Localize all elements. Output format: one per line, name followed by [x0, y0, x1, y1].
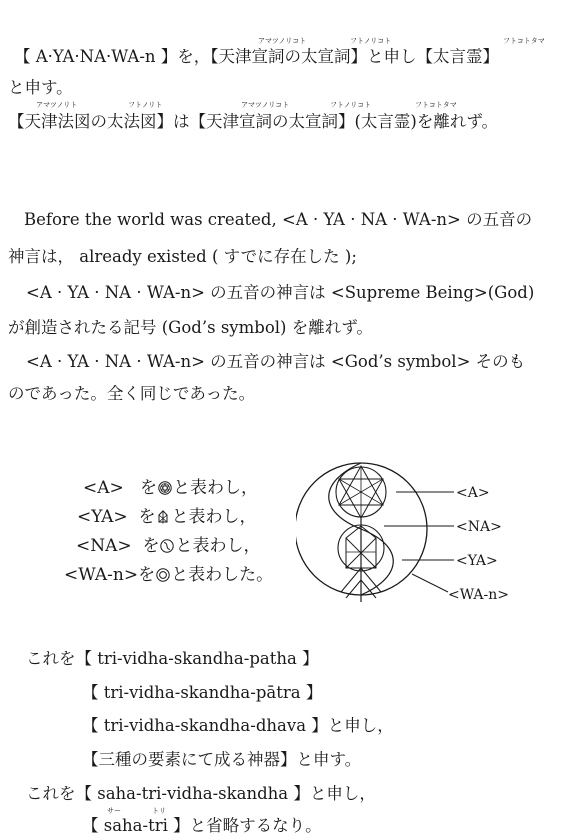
a-symbol-icon [158, 481, 172, 495]
legend-a-label: <A> [83, 478, 124, 498]
para3-line4: 【三種の要素にて成る神器】と申す。 [82, 750, 362, 769]
legend-a-pre: を [139, 478, 157, 498]
legend-ya-post: と表わし， [171, 507, 257, 527]
ruby-futokototama: フトコトタマ [503, 37, 545, 45]
ruby-futokototama-2: フトコトタマ [415, 101, 457, 109]
ruby-futo-norikoto: フトノリコト [350, 37, 392, 45]
diagram-label-na: <NA> [456, 519, 502, 535]
na-symbol-icon [160, 539, 174, 553]
diagram-label-wan: <WA-n> [448, 587, 510, 603]
diagram-label-a: <A> [456, 485, 490, 501]
tri-symbol-diagram [296, 452, 516, 612]
para3-line2: 【 tri-vidha-skandha-pātra 】 [82, 683, 323, 702]
ruby-futo-norito: フトノリト [128, 101, 163, 109]
para3-line1: これを【 tri-vidha-skandha-patha 】 [26, 649, 319, 668]
para2-line2: 神言は， already existed ( すでに存在した ); [8, 247, 357, 266]
legend-wan-post: と表わした。 [171, 565, 274, 585]
para2-line6: のであった。全く同じであった。 [8, 384, 256, 403]
para3-line3: 【 tri-vidha-skandha-dhava 】と申し， [82, 716, 394, 735]
ruby-amatsu-norikoto-2: アマツノリコト [241, 101, 290, 109]
wan-symbol-icon [156, 568, 170, 582]
para3-line5: これを【 saha-tri-vidha-skandha 】と申し， [26, 784, 376, 803]
legend-line-na [76, 538, 260, 555]
ruby-tori: トリ [152, 807, 166, 815]
diagram-label-ya: <YA> [456, 553, 498, 569]
legend-na-post: と表わし， [175, 536, 261, 556]
legend-ya-pre: を [138, 507, 156, 527]
para2-line4: が創造されたる記号 (God’s symbol) を離れず。 [8, 318, 373, 337]
para2-line1: Before the world was created, <A · YA · NA · WA-n> の五音の [24, 210, 533, 229]
legend-na-pre: を [142, 536, 160, 556]
para1-line2: と申す。 [8, 78, 73, 97]
para3-line6: 【 saha-tri 】と省略するなり。 [82, 816, 322, 835]
ruby-amatsu-norikoto: アマツノリコト [258, 37, 307, 45]
legend-line-ya [77, 509, 256, 526]
para2-line5: <A · YA · NA · WA-n> の五音の神言は <God’s symbol> そのも [26, 352, 526, 371]
ruby-saa: サー [107, 807, 121, 815]
para1-line1: 【 A·YA·NA·WA-n 】を，【天津宣詞の太宣詞】と申し【太言霊】 [14, 47, 500, 66]
para2-line3: <A · YA · NA · WA-n> の五音の神言は <Supreme Being>(God) [26, 283, 535, 302]
para1-line3: 【天津法図の太法図】は【天津宣詞の太宣詞】(太言霊)を離れず。 [8, 112, 499, 131]
legend-line-a [83, 480, 258, 497]
legend-na-label: <NA> [76, 536, 132, 556]
ya-symbol-icon [156, 510, 170, 524]
legend-wan-pre: を [138, 565, 156, 585]
legend-a-post: と表わし， [172, 478, 258, 498]
legend-wan-label: <WA-n> [64, 565, 139, 585]
ruby-amatsu-norito: アマツノリト [36, 101, 78, 109]
legend-line-wan [64, 567, 273, 584]
legend-ya-label: <YA> [77, 507, 128, 527]
ruby-futo-norikoto-2: フトノリコト [330, 101, 372, 109]
